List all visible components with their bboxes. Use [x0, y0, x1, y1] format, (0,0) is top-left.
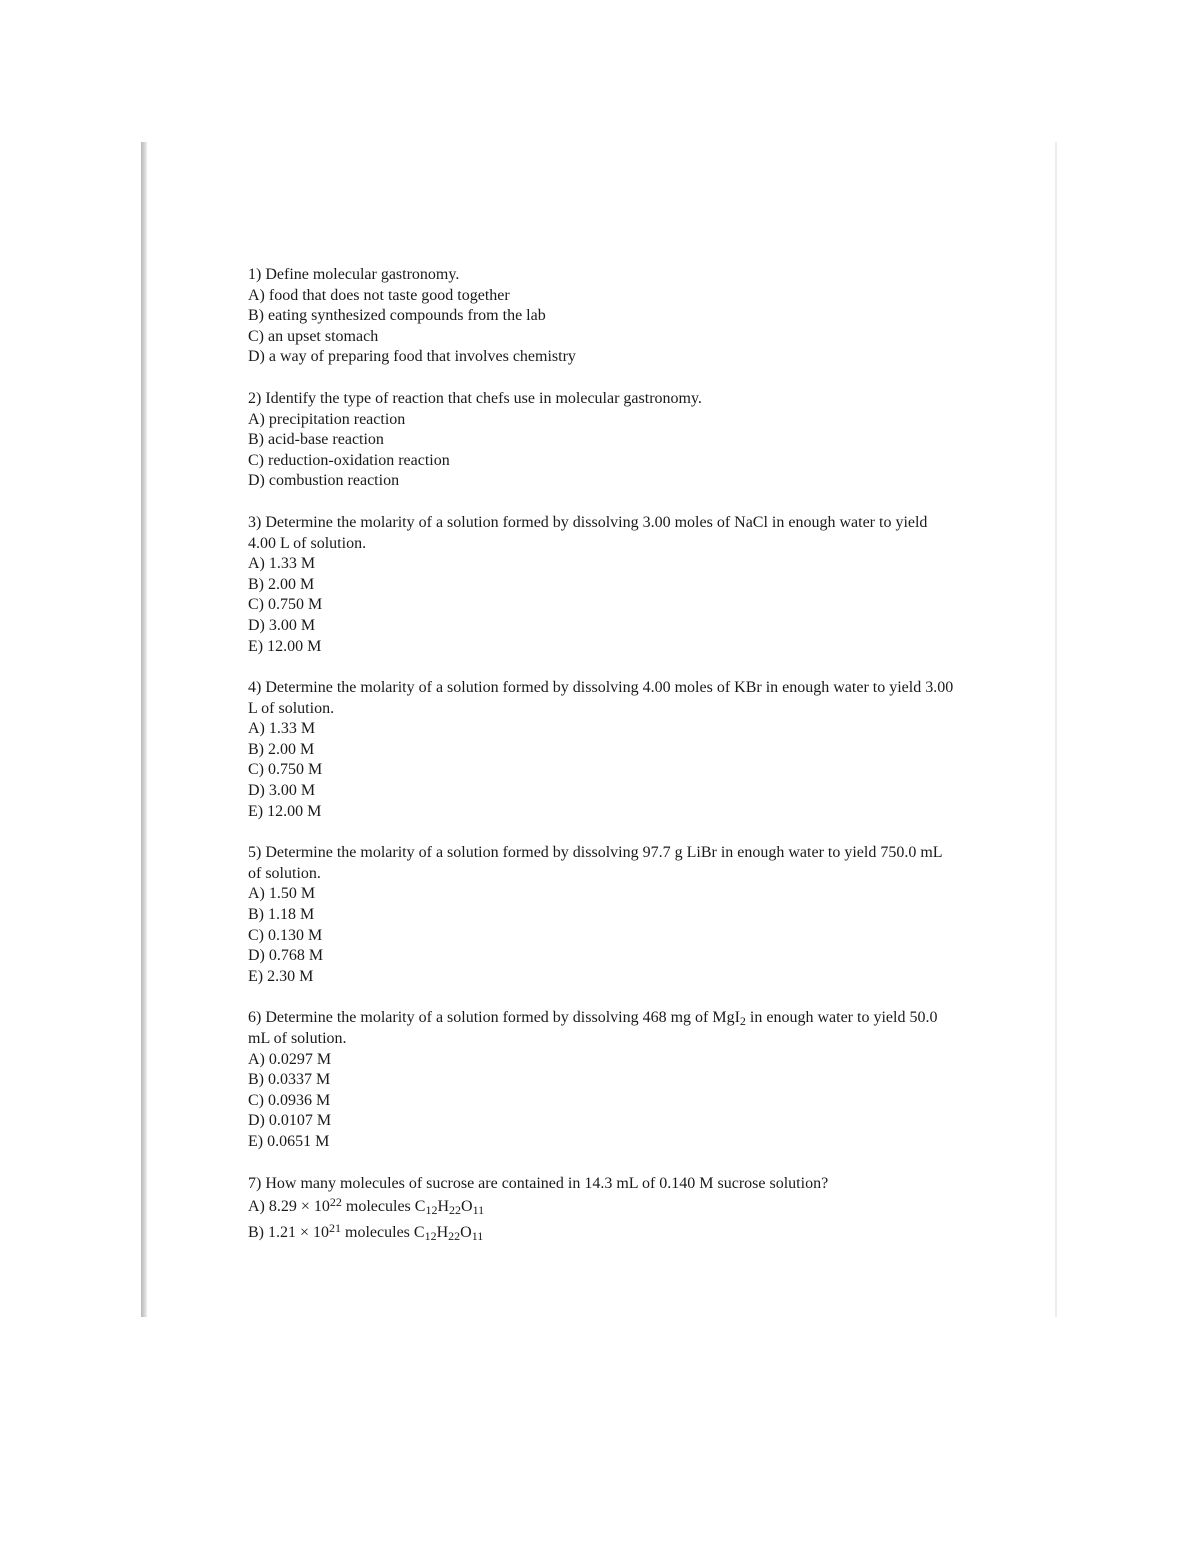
prompt-text: 6) Determine the molarity of a solution formed by dissolving 468 mg of MgI — [248, 1009, 740, 1027]
question-list — [248, 265, 958, 1265]
question-3 — [248, 513, 958, 657]
subscript: 12 — [425, 1203, 438, 1218]
answer-option: E) 12.00 M — [248, 802, 322, 820]
question-prompt: 3) Determine the molarity of a solution formed by dissolving 3.00 moles of NaCl in enough water to yield 4.00 L of solution. — [248, 513, 928, 552]
question-prompt — [248, 1008, 958, 1049]
answer-option: A) precipitation reaction — [248, 410, 406, 428]
prompt-text: in enough water to yield 50.0 mL of solution. — [248, 1009, 938, 1047]
question-1 — [248, 265, 958, 368]
answer-option: C) 0.130 M — [248, 926, 323, 944]
answer-option: D) 0.768 M — [248, 947, 324, 965]
question-7 — [248, 1174, 958, 1245]
answer-option: A) 0.0297 M — [248, 1050, 332, 1068]
page-frame-right — [1055, 142, 1057, 1317]
question-prompt: 1) Define molecular gastronomy. — [248, 266, 460, 283]
answer-option: B) eating synthesized compounds from the lab — [248, 307, 546, 325]
question-6 — [248, 1008, 958, 1152]
answer-option: B) $1.21 \times 10^{21}$ molecules $C_{12}H_{22}O_{11}$ — [248, 1221, 484, 1244]
question-5 — [248, 843, 958, 987]
answer-option: B) acid-base reaction — [248, 431, 384, 449]
answer-option: B) 0.0337 M — [248, 1071, 331, 1089]
answer-option: D) a way of preparing food that involves chemistry — [248, 348, 576, 366]
page-frame-left — [141, 142, 147, 1317]
answer-option: C) reduction-oxidation reaction — [248, 451, 450, 469]
answer-option: D) 0.0107 M — [248, 1112, 332, 1130]
question-prompt: 7) How many molecules of sucrose are contained in 14.3 mL of 0.140 M sucrose solution? — [248, 1174, 829, 1192]
answer-option: C) 0.750 M — [248, 596, 323, 614]
answer-option: E) 0.0651 M — [248, 1132, 330, 1150]
answer-option: C) 0.0936 M — [248, 1091, 331, 1109]
subscript: 11 — [471, 1229, 484, 1244]
subscript: 12 — [424, 1229, 437, 1244]
answer-option: E) 2.30 M — [248, 967, 314, 985]
answer-option: C) 0.750 M — [248, 761, 323, 779]
question-prompt: 5) Determine the molarity of a solution formed by dissolving 97.7 g LiBr in enough water to yield 750.0 mL of solution. — [248, 844, 942, 882]
answer-option: A) $8.29 \times 10^{22}$ molecules $C_{12}H_{22}O_{11}$ — [248, 1195, 485, 1218]
answer-option: D) 3.00 M — [248, 782, 316, 800]
answer-option: B) 2.00 M — [248, 575, 315, 593]
answer-option: D) 3.00 M — [248, 616, 316, 634]
answer-option: A) 1.50 M — [248, 885, 316, 903]
subscript: 11 — [472, 1203, 485, 1218]
question-4 — [248, 678, 958, 822]
answer-option: A) 1.33 M — [248, 555, 316, 573]
subscript: 22 — [448, 1229, 461, 1244]
answer-option: E) 12.00 M — [248, 637, 322, 655]
exponent: 22 — [329, 1195, 342, 1210]
subscript: 2 — [739, 1014, 746, 1029]
answer-option: A) food that does not taste good together — [248, 286, 510, 304]
answer-option: C) an upset stomach — [248, 327, 379, 345]
question-prompt: 4) Determine the molarity of a solution formed by dissolving 4.00 moles of KBr in enough water to yield 3.00 L of solution. — [248, 679, 954, 717]
answer-option: A) 1.33 M — [248, 720, 316, 738]
answer-option: B) 1.18 M — [248, 906, 315, 924]
subscript: 22 — [449, 1203, 462, 1218]
answer-option: D) combustion reaction — [248, 472, 400, 490]
question-prompt: 2) Identify the type of reaction that chefs use in molecular gastronomy. — [248, 389, 702, 407]
question-2 — [248, 389, 958, 492]
exponent: 21 — [329, 1221, 342, 1236]
answer-option: B) 2.00 M — [248, 740, 315, 758]
